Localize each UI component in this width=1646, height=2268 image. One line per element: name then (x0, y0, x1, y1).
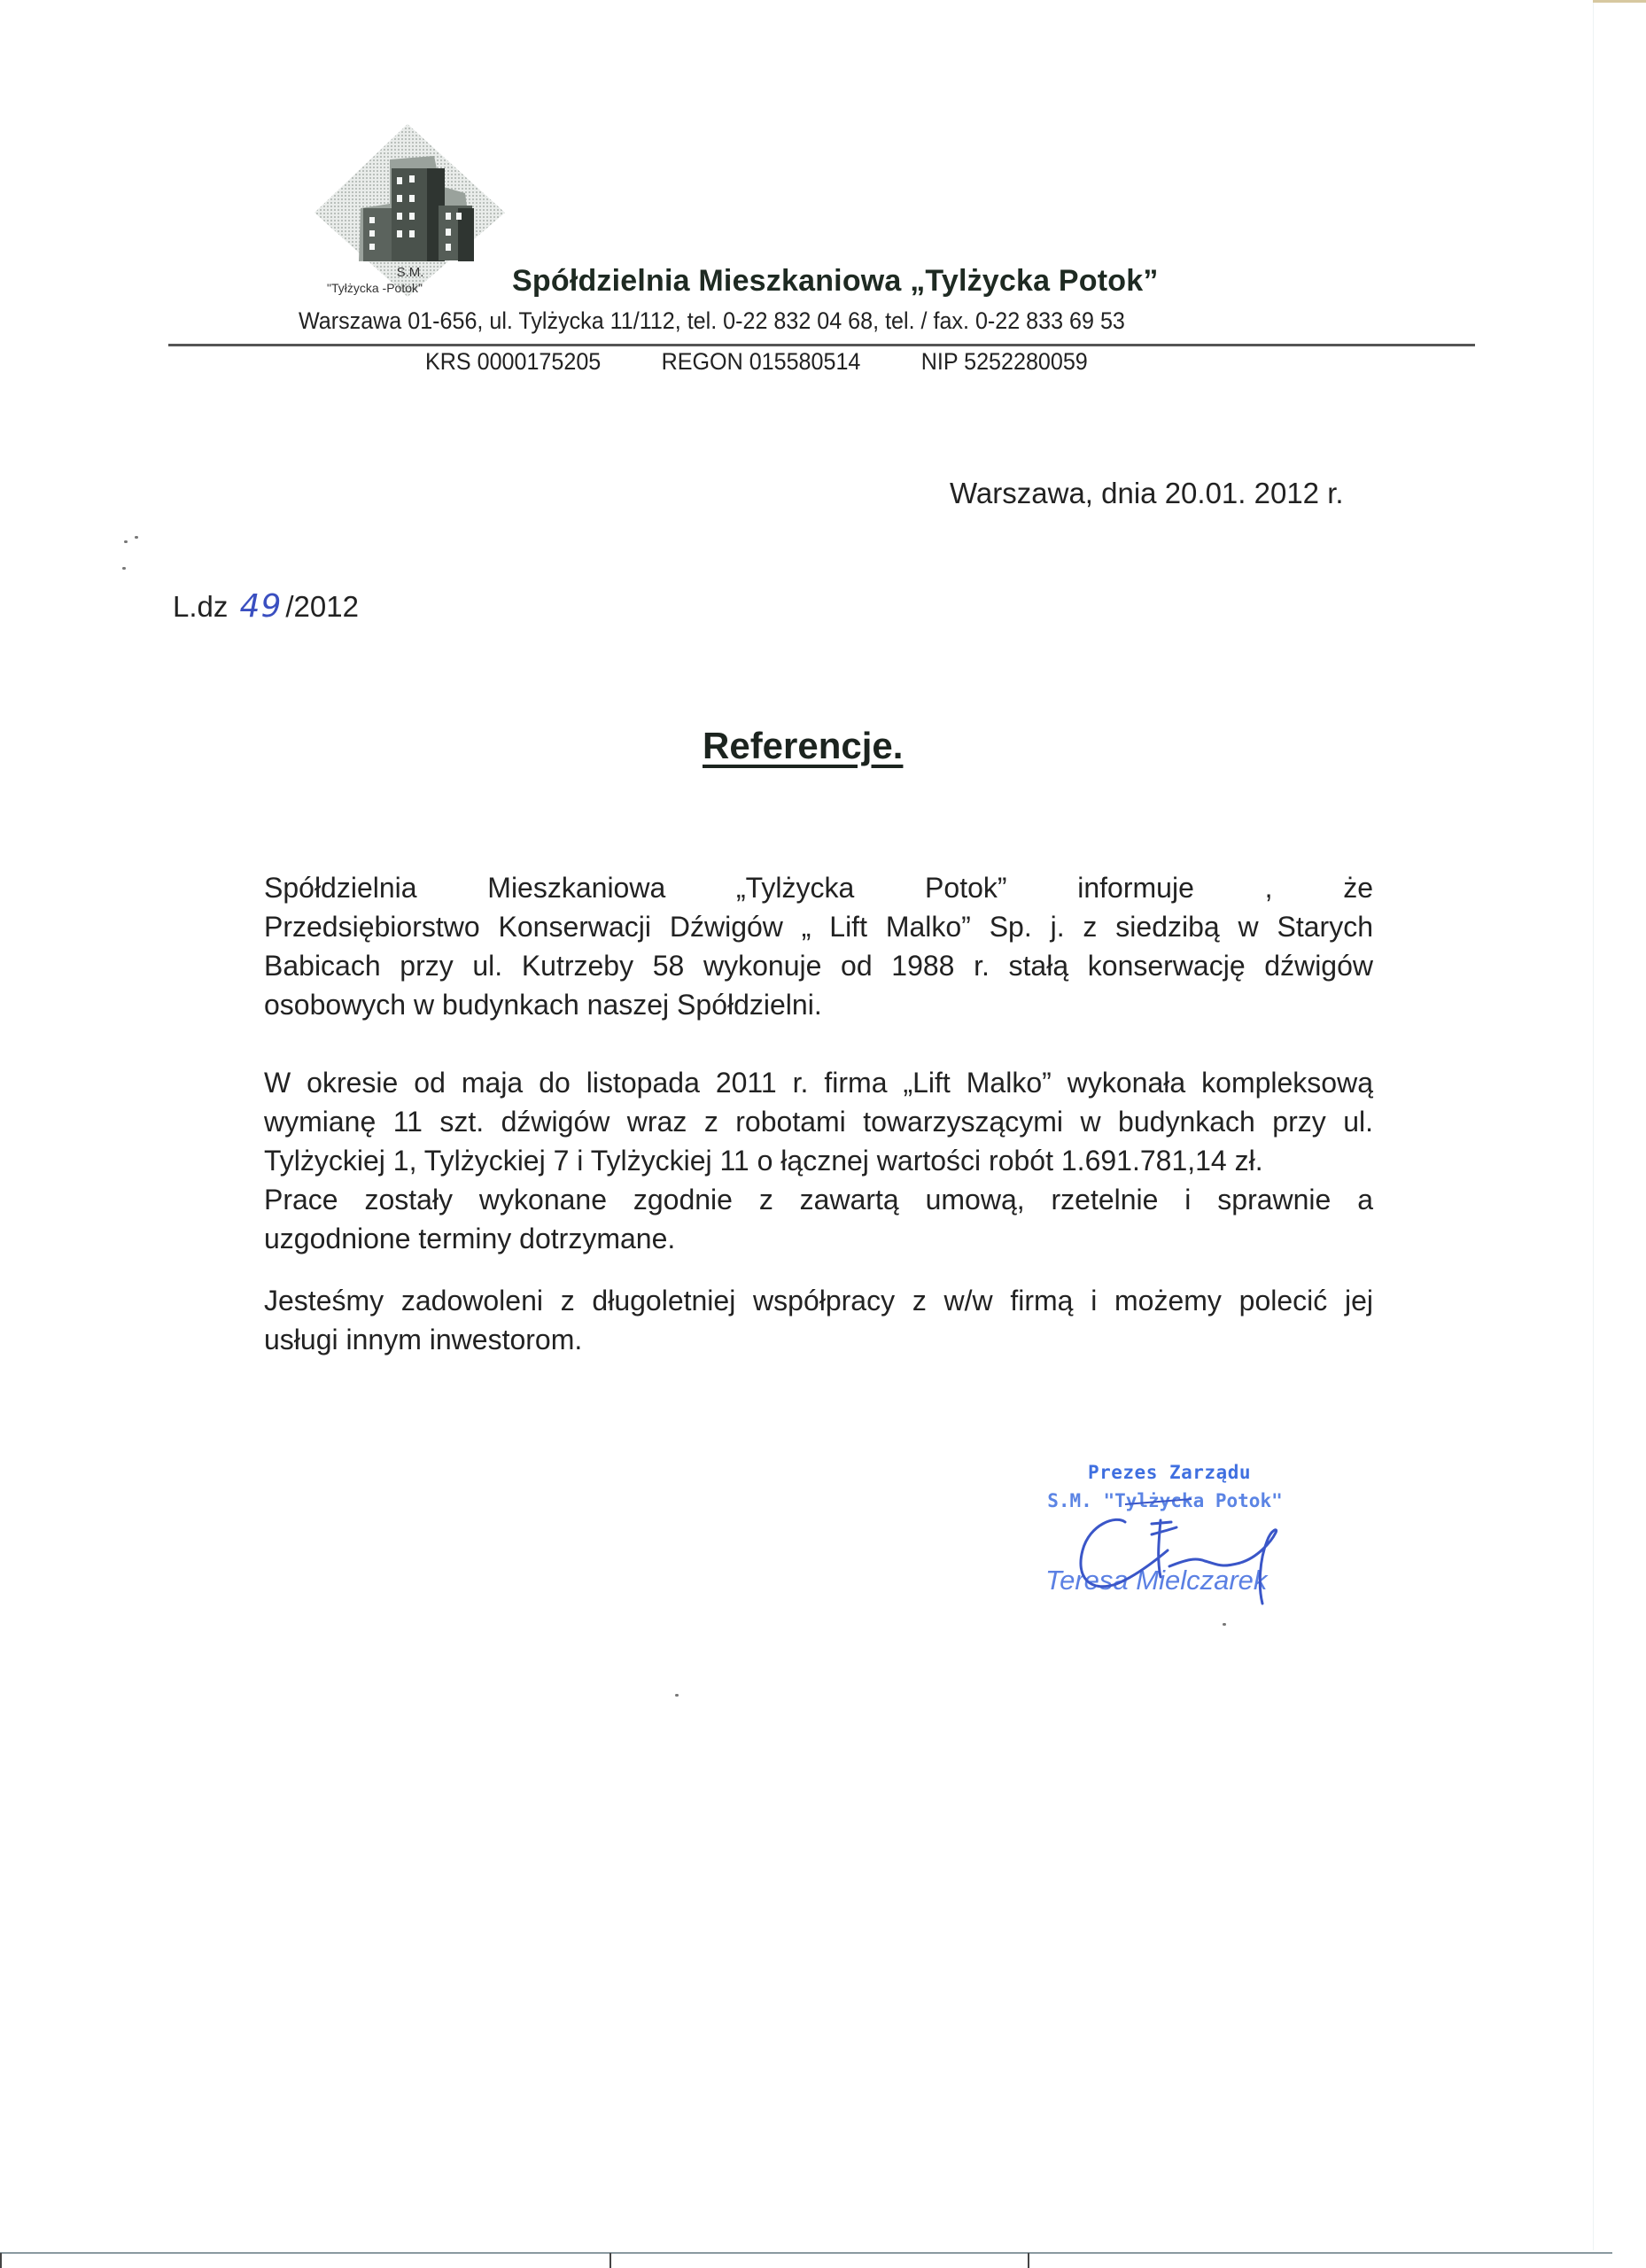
document-title: Referencje. (703, 725, 904, 766)
page-bottom-edge (0, 2252, 1612, 2254)
paragraph-line: usługi innym inwestorom. (264, 1324, 583, 1355)
reference-suffix: /2012 (285, 590, 359, 623)
paragraph-line: W okresie od maja do listopada 2011 r. firma „Lift Malko” wykonała kompleksową (264, 1067, 1373, 1099)
organization-address: Warszawa 01-656, ul. Tylżycka 11/112, tel. 0-22 832 04 68, tel. / fax. 0-22 833 69 53 (299, 307, 1125, 334)
body-paragraph-1 (264, 868, 1373, 1024)
scan-speck (1223, 1623, 1226, 1626)
paragraph-line: Tylżyckiej 1, Tylżyckiej 7 i Tylżyckiej 11 o łącznej wartości robót 1.691.781,14 zł. (264, 1145, 1263, 1177)
handwritten-reference-number: 49 (239, 588, 283, 625)
stamp-organization: S.M. "Tylżycka Potok" (1047, 1490, 1283, 1511)
scan-speck (122, 567, 126, 570)
paragraph-line: Przedsiębiorstwo Konserwacji Dźwigów „ Lift Malko” Sp. j. z siedzibą w Starych (264, 911, 1373, 943)
paragraph-line: uzgodnione terminy dotrzymane. (264, 1223, 676, 1254)
krs-number: KRS 0000175205 (425, 348, 602, 375)
reference-number (173, 588, 359, 625)
paragraph-line: osobowych w budynkach naszej Spółdzielni. (264, 989, 822, 1021)
nip-number: NIP 5252280059 (920, 348, 1088, 375)
stamp-title: Prezes Zarządu (1087, 1462, 1251, 1483)
reference-prefix: L.dz (173, 590, 229, 623)
cooperative-logo (306, 124, 518, 301)
body-paragraph-2 (264, 1063, 1373, 1258)
logo-caption-line2: "Tyłżycka -Potok" (327, 281, 423, 295)
paragraph-line: Babicach przy ul. Kutrzeby 58 wykonuje od 1988 r. stałą konserwację dźwigów (264, 950, 1373, 982)
scan-corner-mark (1593, 0, 1646, 3)
scan-speck (135, 536, 138, 539)
registration-ids (425, 348, 1142, 376)
page-bottom-tick (609, 2253, 611, 2268)
president-stamp (1019, 1462, 1311, 1596)
page-bottom-tick (1028, 2253, 1029, 2268)
stamp-signatory-name: Teresa Mielczarek (1045, 1565, 1268, 1596)
document-date: Warszawa, dnia 20.01. 2012 r. (950, 477, 1344, 509)
apartment-building-icon (306, 124, 518, 301)
letterhead-divider (168, 344, 1475, 346)
paragraph-line: wymianę 11 szt. dźwigów wraz z robotami towarzyszącymi w budynkach przy ul. (264, 1106, 1373, 1138)
scan-speck (675, 1694, 679, 1697)
paragraph-line: Prace zostały wykonane zgodnie z zawartą umową, rzetelnie i sprawnie a (264, 1184, 1373, 1216)
page-bottom-tick (0, 2253, 2, 2268)
scan-speck (124, 540, 128, 543)
logo-caption-line1: S.M. (396, 265, 424, 280)
body-paragraph-3 (264, 1281, 1373, 1359)
handwritten-signature-icon (1019, 1488, 1311, 1621)
paragraph-line: Spółdzielnia Mieszkaniowa „Tylżycka Potok” informuje , że (264, 872, 1373, 904)
scan-edge (1593, 0, 1594, 2250)
regon-number: REGON 015580514 (661, 348, 861, 375)
organization-name: Spółdzielnia Mieszkaniowa „Tylżycka Potok” (512, 264, 1159, 298)
paragraph-line: Jesteśmy zadowoleni z długoletniej współpracy z w/w firmą i możemy polecić jej (264, 1285, 1373, 1317)
